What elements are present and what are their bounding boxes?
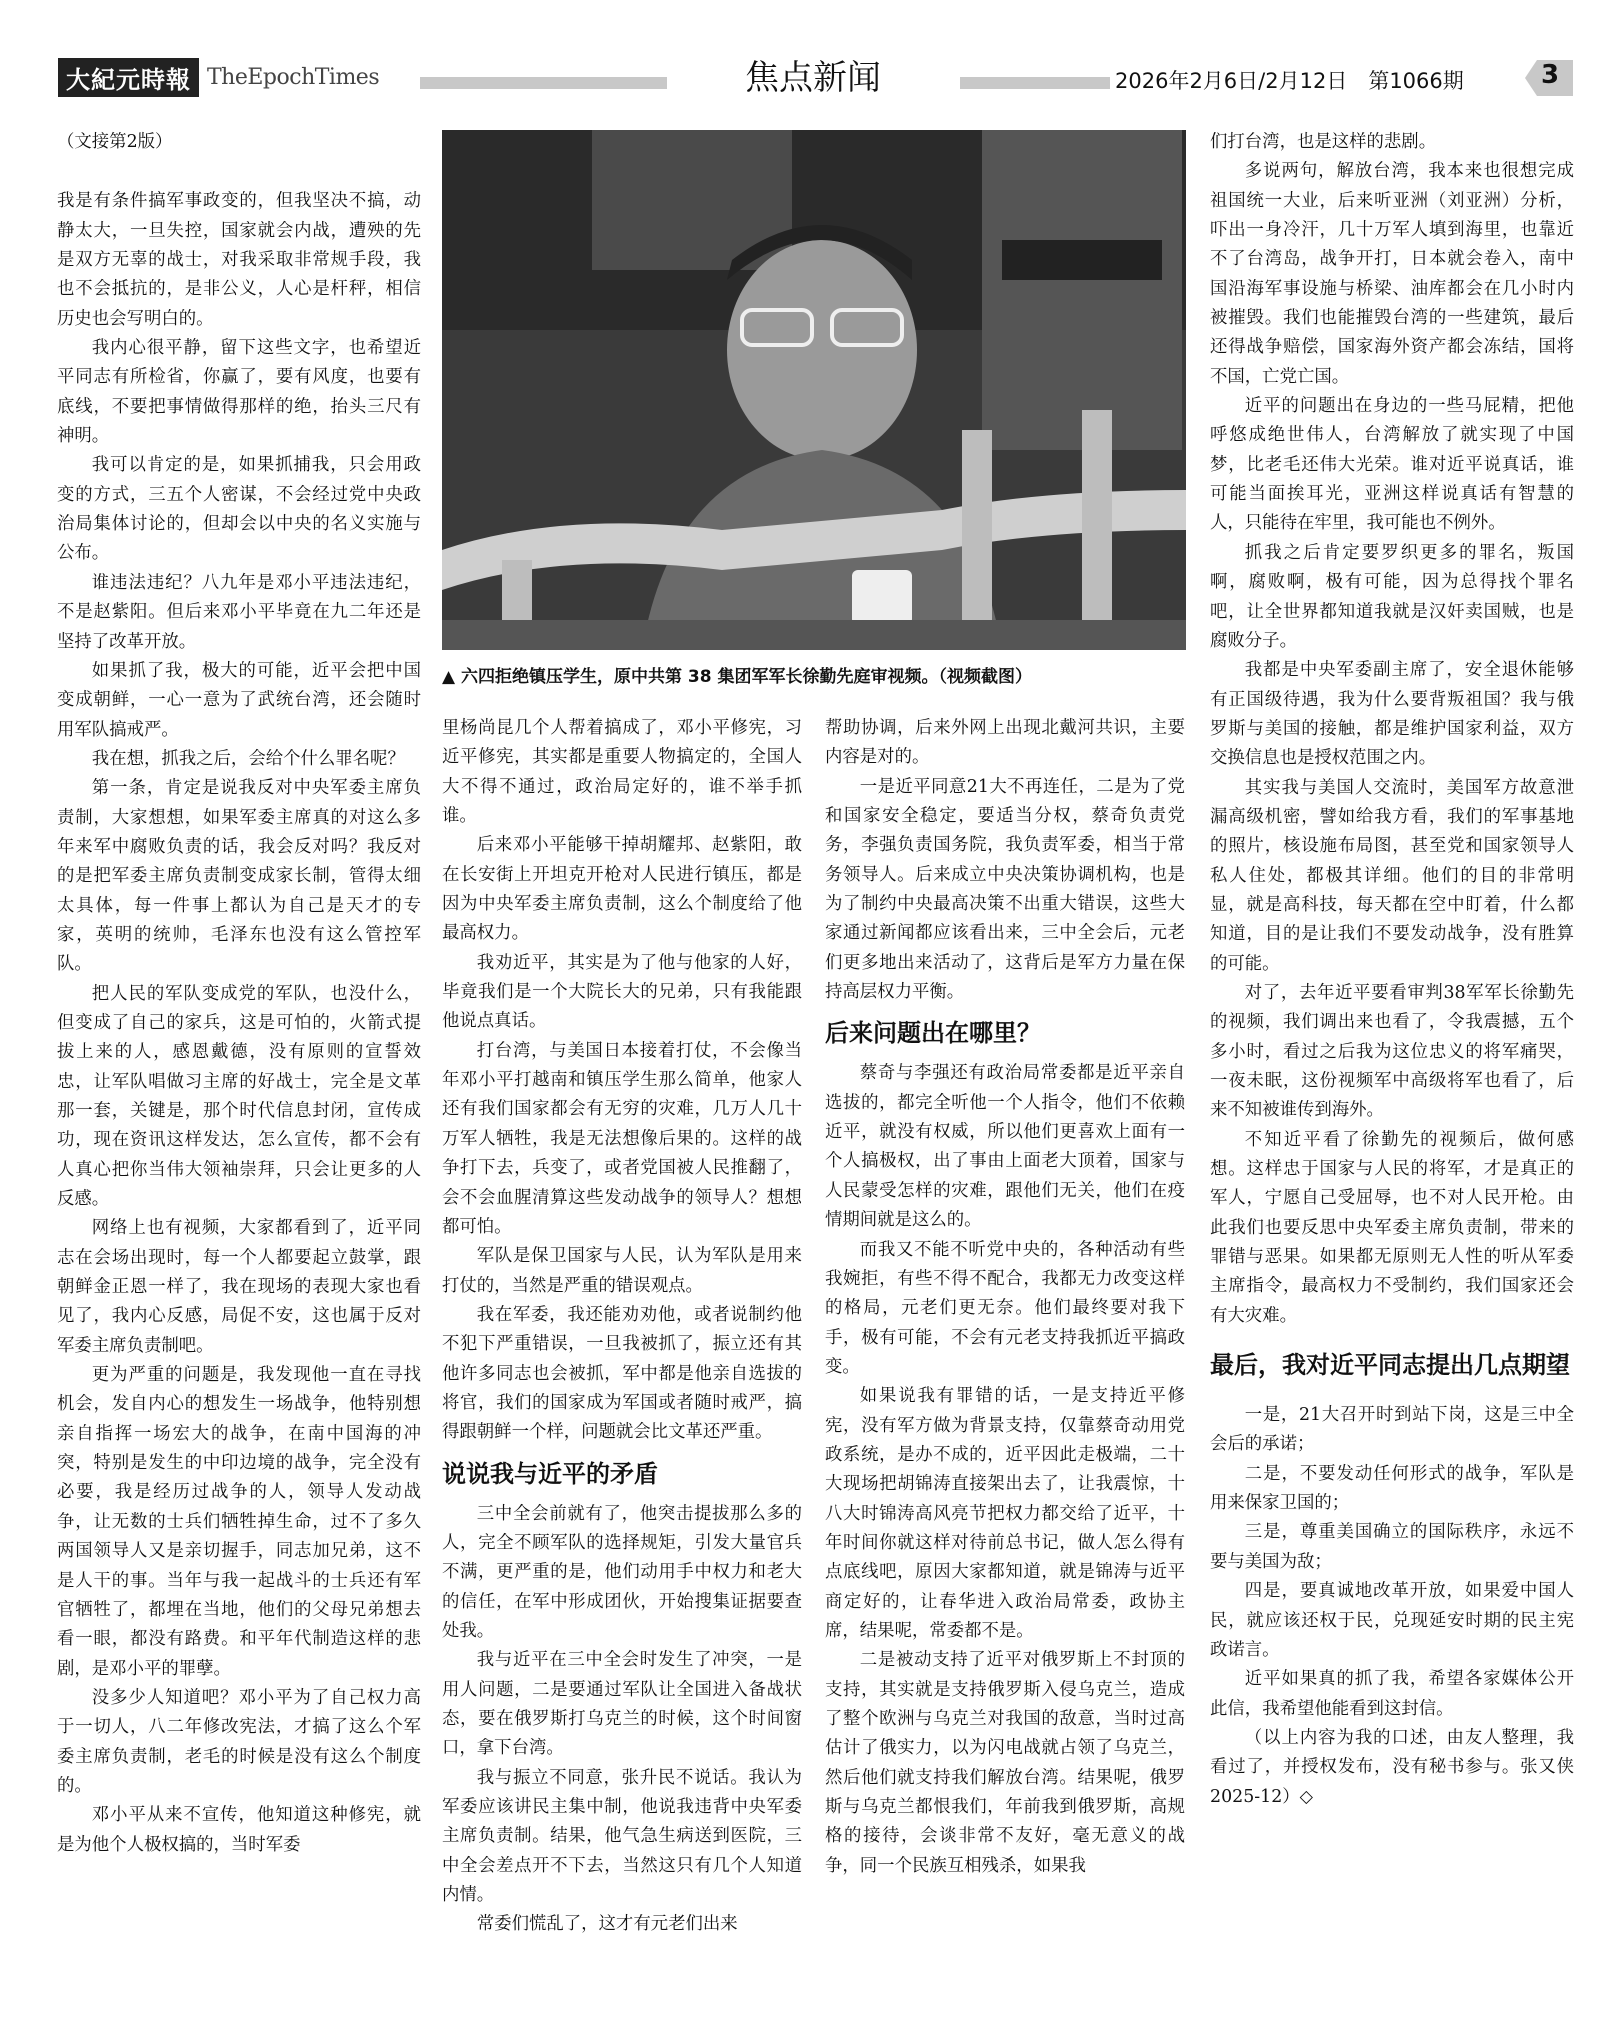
page-header — [0, 0, 1624, 125]
paragraph: 第一条，肯定是说我反对中央军委主席负责制，大家想想，如果军委主席真的对这么多年来军中腐败负责的话，我会反对吗？我反对的是把军委主席负责制变成家长制，管得太细太具体，每一件事上都认为自己是天才的专家，英明的统帅，毛泽东也没有这么管控军队。 — [57, 778, 421, 975]
paragraph: 我在军委，我还能劝劝他，或者说制约他不犯下严重错误，一旦我被抓了，振立还有其他许多同志也会被抓，军中都是他亲自选拔的将官，我们的国家成为军国或者随时戒严，搞得跟朝鲜一个样，问题就会比文革还严重。 — [442, 1304, 802, 1443]
paragraph: 如果说我有罪错的话，一是支持近平修宪，没有军方做为背景支持，仅靠蔡奇动用党政系统，是办不成的，近平因此走极端，二十大现场把胡锦涛直接架出去了，让我震惊，十八大时锦涛高风亮节把权力都交给了近平，十年时间你就这样对待前总书记，做人怎么得有点底线吧，原因大家都知道，就是锦涛与近平商定好的，让春华进入政治局常委，政协主席，结果呢，常委都不是。 — [825, 1386, 1185, 1641]
paragraph: 对了，去年近平要看审判38军军长徐勤先的视频，我们调出来也看了，令我震撼，五个多小时，看过之后我为这位忠义的将军痛哭，一夜未眠，这份视频军中高级将军也看了，后来不知被谁传到海外。 — [1210, 982, 1574, 1121]
article-column-2 — [442, 714, 802, 1940]
paragraph: 邓小平从来不宣传，他知道这种修宪，就是为他个人极权搞的，当时军委 — [57, 1805, 421, 1855]
paragraph: 军队是保卫国家与人民，认为军队是用来打仗的，当然是严重的错误观点。 — [442, 1246, 802, 1296]
paragraph: 里杨尚昆几个人帮着搞成了，邓小平修宪，习近平修宪，其实都是重要人物搞定的，全国人大不得不通过，政治局定好的，谁不举手抓谁。 — [442, 718, 802, 827]
paragraph: 其实我与美国人交流时，美国军方故意泄漏高级机密，譬如给我方看，我们的军事基地的照片，核设施布局图，甚至党和国家领导人私人住处，都极其详细。他们的目的非常明显，就是高科技，每天都在空中盯着，什么都知道，目的是让我们不要发动战争，没有胜算的可能。 — [1210, 777, 1574, 974]
paragraph: 二是被动支持了近平对俄罗斯上不封顶的支持，其实就是支持俄罗斯入侵乌克兰，造成了整个欧洲与乌克兰对我国的敌意，当时过高估计了俄实力，以为闪电战就占领了乌克兰，然后他们就支持我们解放台湾。结果呢，俄罗斯与乌克兰都恨我们，年前我到俄罗斯，高规格的接待，会谈非常不友好，毫无意义的战争，同一个民族互相残杀，如果我 — [825, 1650, 1185, 1876]
paragraph: 三是，尊重美国确立的国际秩序，永远不要与美国为敌； — [1210, 1522, 1574, 1572]
continued-note: （文接第2版） — [57, 132, 173, 152]
paragraph: （以上内容为我的口述，由友人整理，我看过了，并授权发布，没有秘书参与。张又侠 2025-12）◇ — [1210, 1727, 1574, 1807]
paragraph: 二是，不要发动任何形式的战争，军队是用来保家卫国的； — [1210, 1463, 1574, 1514]
logo-english: TheEpochTimes — [207, 64, 380, 90]
header-divider-left — [420, 77, 667, 89]
paragraph: 近平的问题出在身边的一些马屁精，把他呼悠成绝世伟人，台湾解放了就实现了中国梦，比老毛还伟大光荣。谁对近平说真话，谁可能当面挨耳光，亚洲这样说真话有智慧的人，只能待在牢里，我可能也不例外。 — [1210, 396, 1574, 534]
photo-caption: ▲ 六四拒绝镇压学生，原中共第 38 集团军军长徐勤先庭审视频。（视频截图） — [442, 667, 1032, 687]
page-number: 3 — [1541, 60, 1560, 90]
paragraph: 网络上也有视频，大家都看到了，近平同志在会场出现时，每一个人都要起立鼓掌，跟朝鲜金正恩一样了，我在现场的表现大家也看见了，我内心反感，局促不安，这也属于反对军委主席负责制吧。 — [57, 1218, 421, 1356]
courtroom-photo — [442, 130, 1186, 650]
paragraph: 一是，21大召开时到站下岗，这是三中全会后的承诺； — [1210, 1405, 1574, 1455]
paragraph: 们打台湾，也是这样的悲剧。 — [1210, 132, 1437, 152]
section-title: 焦点新闻 — [745, 58, 881, 98]
article-column-3 — [825, 714, 1185, 1881]
paragraph: 我与振立不同意，张升民不说话。我认为军委应该讲民主集中制，他说我违背中央军委主席负责制。结果，他气急生病送到医院，三中全会差点开不下去，当然这只有几个人知道内情。 — [442, 1767, 802, 1906]
subheading: 最后，我对近平同志提出几点期望 — [1210, 1351, 1570, 1380]
logo-chinese: 大紀元時報 — [58, 58, 199, 97]
paragraph: 我可以肯定的是，如果抓捕我，只会用政变的方式，三五个人密谋，不会经过党中央政治局集体讨论的，但却会以中央的名义实施与公布。 — [57, 455, 421, 564]
paragraph: 我在想，抓我之后，会给个什么罪名呢？ — [91, 748, 405, 769]
paragraph: 我内心很平静，留下这些文字，也希望近平同志有所检省，你赢了，要有风度，也要有底线，不要把事情做得那样的绝，抬头三尺有神明。 — [57, 338, 421, 447]
subheading: 后来问题出在哪里？ — [825, 1019, 1041, 1048]
paragraph: 我与近平在三中全会时发生了冲突，一是用人问题，二是要通过军队让全国进入备战状态，要在俄罗斯打乌克兰的时候，这个时间窗口，拿下台湾。 — [442, 1650, 802, 1759]
paragraph: 没多少人知道吧？邓小平为了自己权力高于一切人，八二年修改宪法，才搞了这么个军委主席负责制，老毛的时候是没有这么个制度的。 — [57, 1687, 421, 1796]
paragraph: 如果抓了我，极大的可能，近平会把中国变成朝鲜，一心一意为了武统台湾，还会随时用军队搞戒严。 — [57, 660, 421, 740]
paragraph: 我劝近平，其实是为了他与他家的人好，毕竟我们是一个大院长大的兄弟，只有我能跟他说点真话。 — [442, 952, 802, 1032]
paragraph: 多说两句，解放台湾，我本来也很想完成祖国统一大业，后来听亚洲（刘亚洲）分析，吓出一身冷汗，几十万军人填到海里，也靠近不了台湾岛，战争开打，日本就会卷入，南中国沿海军事设施与桥梁、油库都会在几小时内被摧毁。我们也能摧毁台湾的一些建筑，最后还得战争赔偿，国家海外资产都会冻结，国将不国，亡党亡国。 — [1210, 161, 1574, 387]
paragraph: 帮助协调，后来外网上出现北戴河共识，主要内容是对的。 — [825, 718, 1185, 768]
paragraph: 后来邓小平能够干掉胡耀邦、赵紫阳，敢在长安街上开坦克开枪对人民进行镇压，都是因为中央军委主席负责制，这么个制度给了他最高权力。 — [442, 835, 802, 944]
paragraph: 打台湾，与美国日本接着打仗，不会像当年邓小平打越南和镇压学生那么简单，他家人还有我们国家都会有无穷的灾难，几万人几十万军人牺牲，我是无法想像后果的。这样的战争打下去，兵变了，或者党国被人民推翻了，会不会血腥清算这些发动战争的领导人？想想都可怕。 — [442, 1040, 802, 1237]
paragraph: 常委们慌乱了，这才有元老们出来 — [476, 1914, 738, 1935]
masthead-logo — [58, 60, 379, 94]
courtroom-photo-icon — [442, 130, 1186, 650]
paragraph: 三中全会前就有了，他突击提拔那么多的人，完全不顾军队的选择规矩，引发大量官兵不满，更严重的是，他们动用手中权力和老大的信任，在军中形成团伙，开始搜集证据要查处我。 — [442, 1503, 802, 1641]
paragraph: 更为严重的问题是，我发现他一直在寻找机会，发自内心的想发生一场战争，他特别想亲自指挥一场宏大的战争，在南中国海的冲突，特别是发生的中印边境的战争，完全没有必要，我是经历过战争的人，领导人发动战争，让无数的士兵们牺牲掉生命，过不了多久两国领导人又是亲切握手，同志加兄弟，这不是人干的事。当年与我一起战斗的士兵还有军官牺牲了，都埋在当地，他们的父母兄弟想去看一眼，都没有路费。和平年代制造这样的悲剧，是邓小平的罪孽。 — [57, 1365, 421, 1679]
issue-date: 2026年2月6日/2月12日 第1066期 — [1115, 69, 1464, 93]
paragraph: 把人民的军队变成党的军队，也没什么，但变成了自己的家兵，这是可怕的，火箭式提拔上来的人，感恩戴德，没有原则的宣誓效忠，让军队唱做习主席的好战士，完全是文革那一套，关键是，那个时代信息封闭，宣传成功，现在资讯这样发达，怎么宣传，都不会有人真心把你当伟大领袖崇拜，只会让更多的人反感。 — [57, 983, 421, 1210]
paragraph: 一是近平同意21大不再连任，二是为了党和国家安全稳定，要适当分权，蔡奇负责党务，李强负责国务院，我负责军委，相当于常务领导人。后来成立中央决策协调机构，也是为了制约中央最高决策不出重大错误，这些大家通过新闻都应该看出来，三中全会后，元老们更多地出来活动了，这背后是军方力量在保持高层权力平衡。 — [825, 776, 1185, 1003]
paragraph: 而我又不能不听党中央的，各种活动有些我婉拒，有些不得不配合，我都无力改变这样的格局，元老们更无奈。他们最终要对我下手，极有可能，不会有元老支持我抓近平搞政变。 — [825, 1239, 1185, 1377]
page-number-badge — [1525, 60, 1573, 96]
header-divider-right — [960, 77, 1110, 89]
article-column-4 — [1210, 128, 1574, 1812]
paragraph: 我都是中央军委副主席了，安全退休能够有正国级待遇，我为什么要背叛祖国？我与俄罗斯与美国的接触，都是维护国家利益，双方交换信息也是授权范围之内。 — [1210, 660, 1574, 769]
paragraph: 我是有条件搞军事政变的，但我坚决不搞，动静太大，一旦失控，国家就会内战，遭殃的先是双方无辜的战士，对我采取非常规手段，我也不会抵抗的，是非公义，人心是杆秤，相信历史也会写明白的。 — [57, 191, 421, 329]
subheading: 说说我与近平的矛盾 — [442, 1459, 658, 1488]
paragraph: 谁违法违纪？八九年是邓小平违法违纪，不是赵紫阳。但后来邓小平毕竟在九二年还是坚持了改革开放。 — [57, 572, 421, 652]
paragraph: 抓我之后肯定要罗织更多的罪名，叛国啊，腐败啊，极有可能，因为总得找个罪名吧，让全世界都知道我就是汉奸卖国贼，也是腐败分子。 — [1210, 542, 1574, 651]
article-column-1 — [57, 128, 421, 1860]
paragraph: 近平如果真的抓了我，希望各家媒体公开此信，我希望他能看到这封信。 — [1210, 1669, 1574, 1719]
paragraph: 不知近平看了徐勤先的视频后，做何感想。这样忠于国家与人民的将军，才是真正的军人，宁愿自己受屈辱，也不对人民开枪。由此我们也要反思中央军委主席负责制，带来的罪错与恶果。如果都无原则无人性的听从军委主席指令，最高权力不受制约，我们国家还会有大灾难。 — [1210, 1129, 1574, 1326]
paragraph: 四是，要真诚地改革开放，如果爱中国人民，就应该还权于民，兑现延安时期的民主宪政诺言。 — [1210, 1581, 1574, 1660]
paragraph: 蔡奇与李强还有政治局常委都是近平亲自选拔的，都完全听他一个人指令，他们不依赖近平，就没有权威，所以他们更喜欢上面有一个人搞极权，出了事由上面老大顶着，国家与人民蒙受怎样的灾难，跟他们无关，他们在疫情期间就是这么的。 — [825, 1063, 1185, 1231]
